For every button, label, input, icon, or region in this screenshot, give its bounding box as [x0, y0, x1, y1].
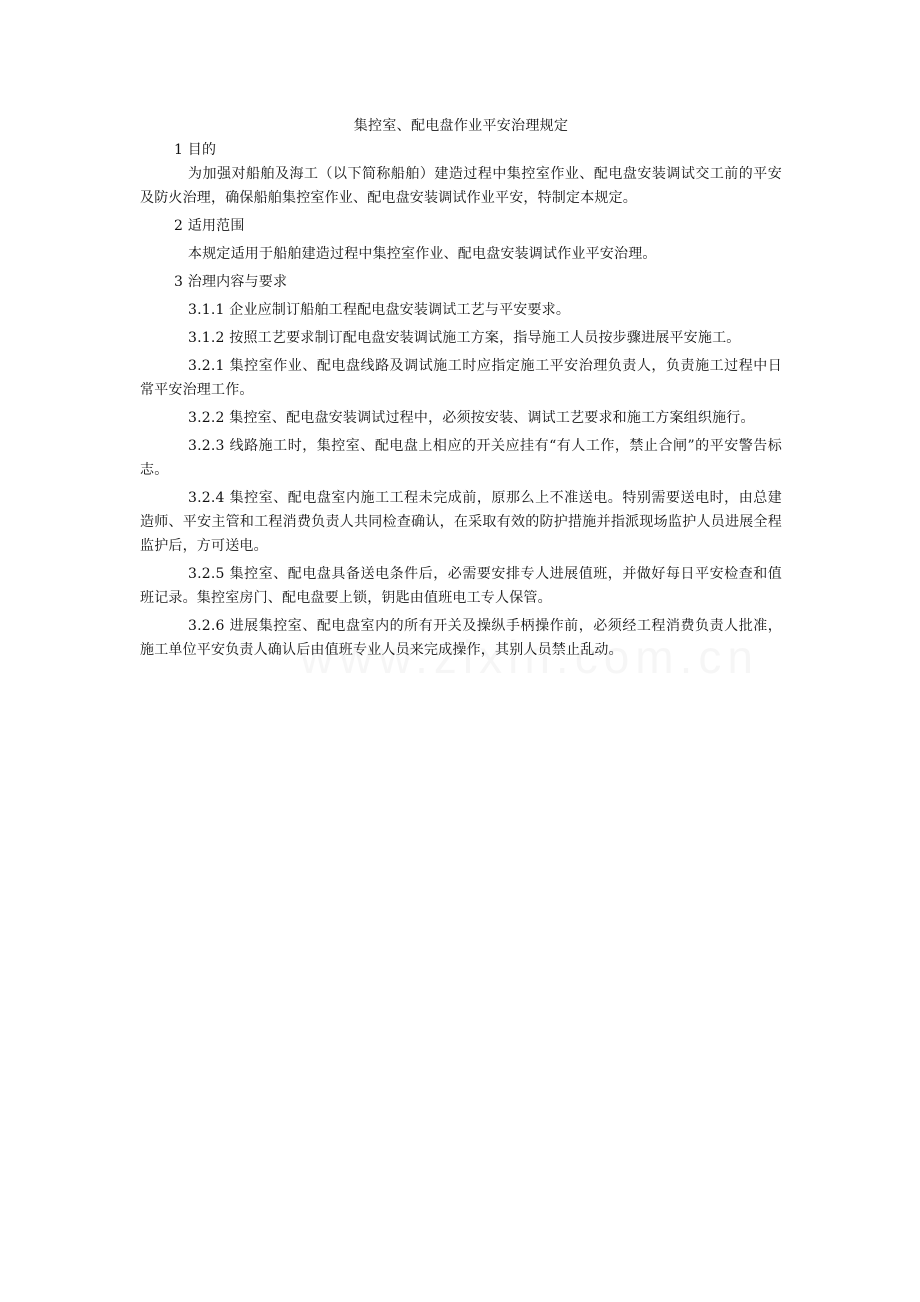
section-heading-purpose: 1 目的: [174, 142, 217, 158]
paragraph-scope: 本规定适用于船舶建造过程中集控室作业、配电盘安装调试作业平安治理。: [188, 246, 657, 262]
document-body: [140, 114, 782, 662]
paragraph-3-2-1: 3.2.1 集控室作业、配电盘线路及调试施工时应指定施工平安治理负责人，负责施工过程中日常平安治理工作。: [140, 358, 782, 398]
paragraph-3-2-6: 3.2.6 进展集控室、配电盘室内的所有开关及操纵手柄操作前，必须经工程消费负责人批准，施工单位平安负责人确认后由值班专业人员来完成操作，其别人员禁止乱动。: [140, 618, 782, 658]
paragraph-3-1-2: 3.1.2 按照工艺要求制订配电盘安装调试施工方案，指导施工人员按步骤进展平安施工。: [188, 330, 741, 346]
paragraph-3-2-3: 3.2.3 线路施工时，集控室、配电盘上相应的开关应挂有“有人工作，禁止合闸”的平安警告标志。: [140, 438, 782, 478]
document-title: 集控室、配电盘作业平安治理规定: [353, 118, 569, 134]
section-heading-scope: 2 适用范围: [174, 218, 245, 234]
paragraph-3-2-4: 3.2.4 集控室、配电盘室内施工工程未完成前，原那么上不准送电。特别需要送电时，由总建造师、平安主管和工程消费负责人共同检查确认，在采取有效的防护措施并指派现场监护人员进展全程监护后，方可送电。: [140, 490, 782, 554]
paragraph-3-2-5: 3.2.5 集控室、配电盘具备送电条件后，必需要安排专人进展值班，并做好每日平安检查和值班记录。集控室房门、配电盘要上锁，钥匙由值班电工专人保管。: [140, 566, 782, 606]
paragraph-3-2-2: 3.2.2 集控室、配电盘安装调试过程中，必须按安装、调试工艺要求和施工方案组织施行。: [188, 410, 755, 426]
paragraph-purpose: 为加强对船舶及海工（以下简称船舶）建造过程中集控室作业、配电盘安装调试交工前的平安及防火治理，确保船舶集控室作业、配电盘安装调试作业平安，特制定本规定。: [140, 166, 782, 206]
section-heading-requirements: 3 治理内容与要求: [174, 274, 288, 290]
paragraph-3-1-1: 3.1.1 企业应制订船舶工程配电盘安装调试工艺与平安要求。: [188, 302, 571, 318]
